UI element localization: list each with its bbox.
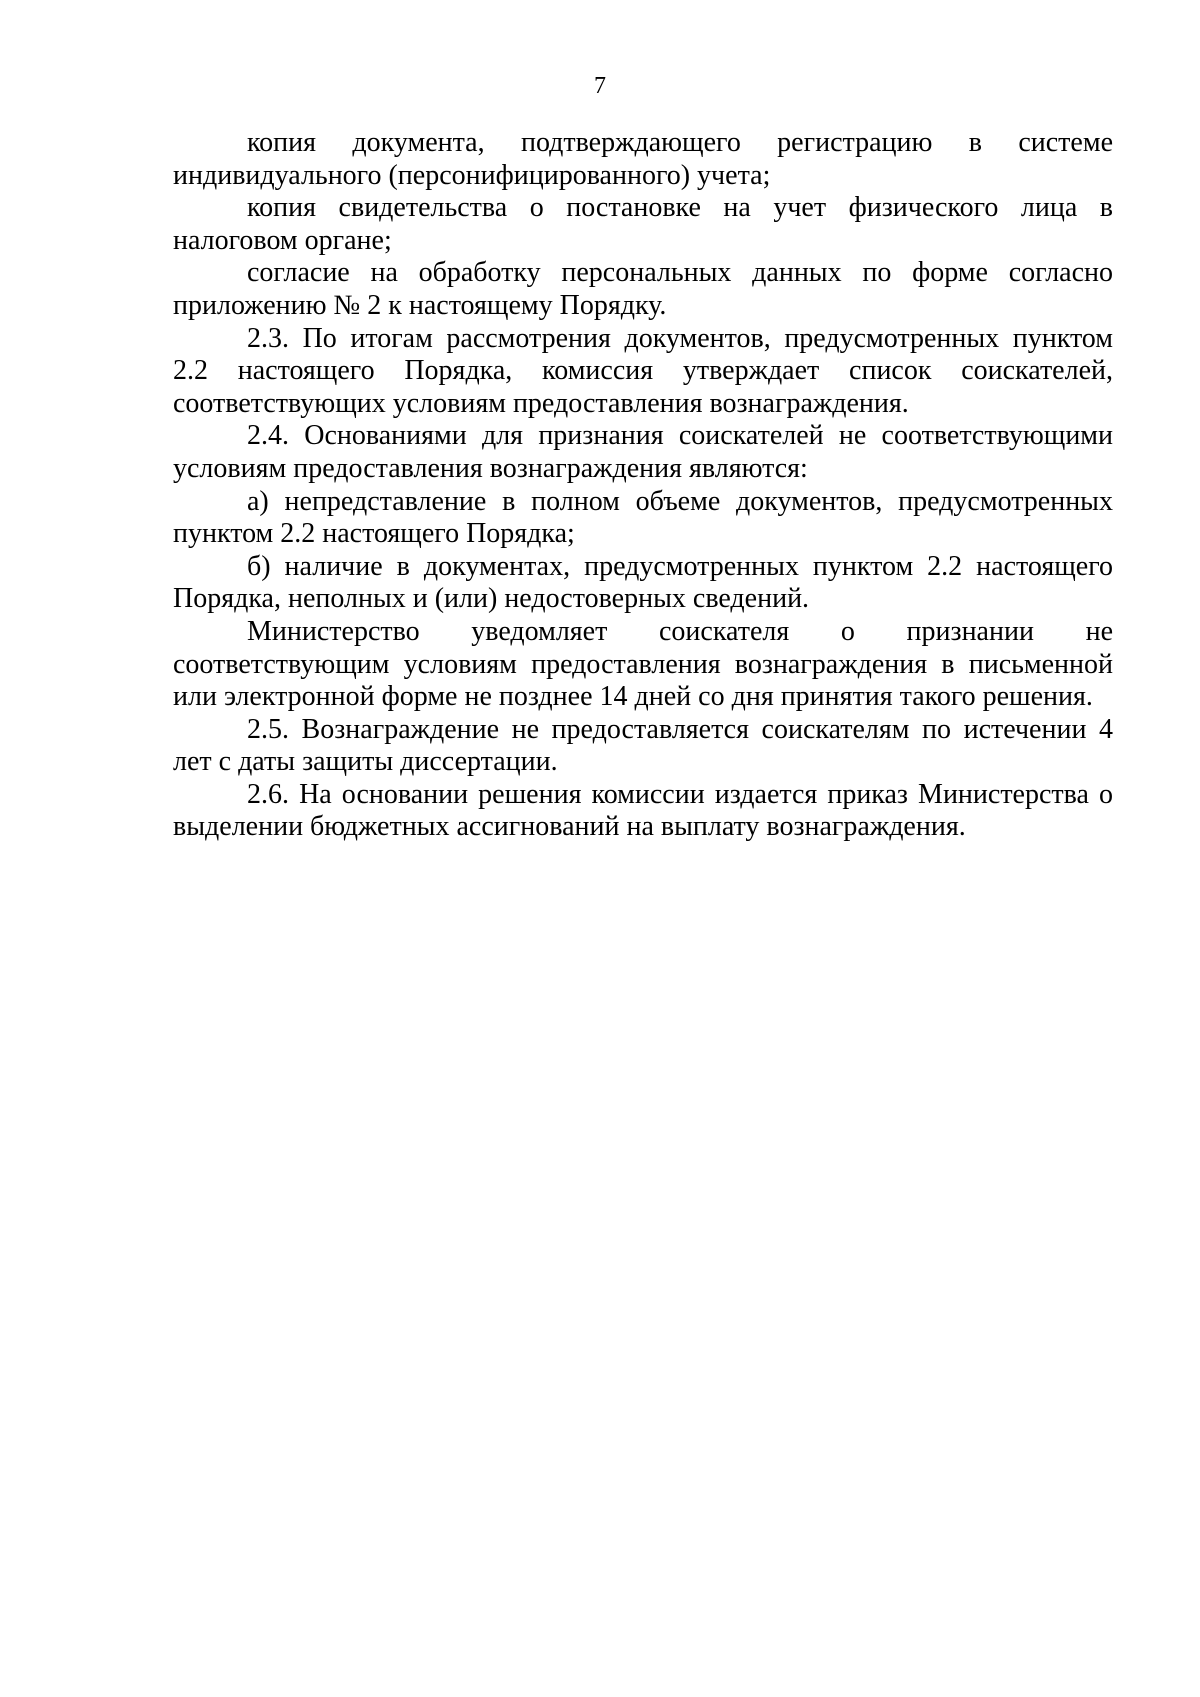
paragraph-2-4-b: б) наличие в документах, предусмотренных пунктом 2.2 настоящего Порядка, неполных и (или) недостоверных сведений. bbox=[173, 550, 1113, 615]
paragraph-ministry-notice: Министерство уведомляет соискателя о признании не соответствующим условиям предоставления вознаграждения в письменной или электронной форме не позднее 14 дней со дня принятия такого решения. bbox=[173, 615, 1113, 713]
paragraph-2-5: 2.5. Вознаграждение не предоставляется соискателям по истечении 4 лет с даты защиты диссертации. bbox=[173, 713, 1113, 778]
paragraph-2-4-a: а) непредставление в полном объеме документов, предусмотренных пунктом 2.2 настоящего Порядка; bbox=[173, 485, 1113, 550]
paragraph-2-6: 2.6. На основании решения комиссии издается приказ Министерства о выделении бюджетных ассигнований на выплату вознаграждения. bbox=[173, 778, 1113, 843]
paragraph-2-4: 2.4. Основаниями для признания соискателей не соответствующими условиям предоставления вознаграждения являются: bbox=[173, 420, 1113, 484]
paragraph-inn-copy: копия свидетельства о постановке на учет физического лица в налоговом органе; bbox=[173, 192, 1113, 256]
page-number: 7 bbox=[594, 73, 606, 99]
document-body bbox=[173, 127, 1113, 844]
paragraph-2-3: 2.3. По итогам рассмотрения документов, предусмотренных пунктом 2.2 настоящего Порядка, комиссия утверждает список соискателей, соответствующих условиям предоставления вознаграждения. bbox=[173, 322, 1113, 419]
paragraph-consent: согласие на обработку персональных данных по форме согласно приложению № 2 к настоящему Порядку. bbox=[173, 257, 1113, 321]
paragraph-snils-copy: копия документа, подтверждающего регистрацию в системе индивидуального (персонифицированного) учета; bbox=[173, 127, 1113, 191]
